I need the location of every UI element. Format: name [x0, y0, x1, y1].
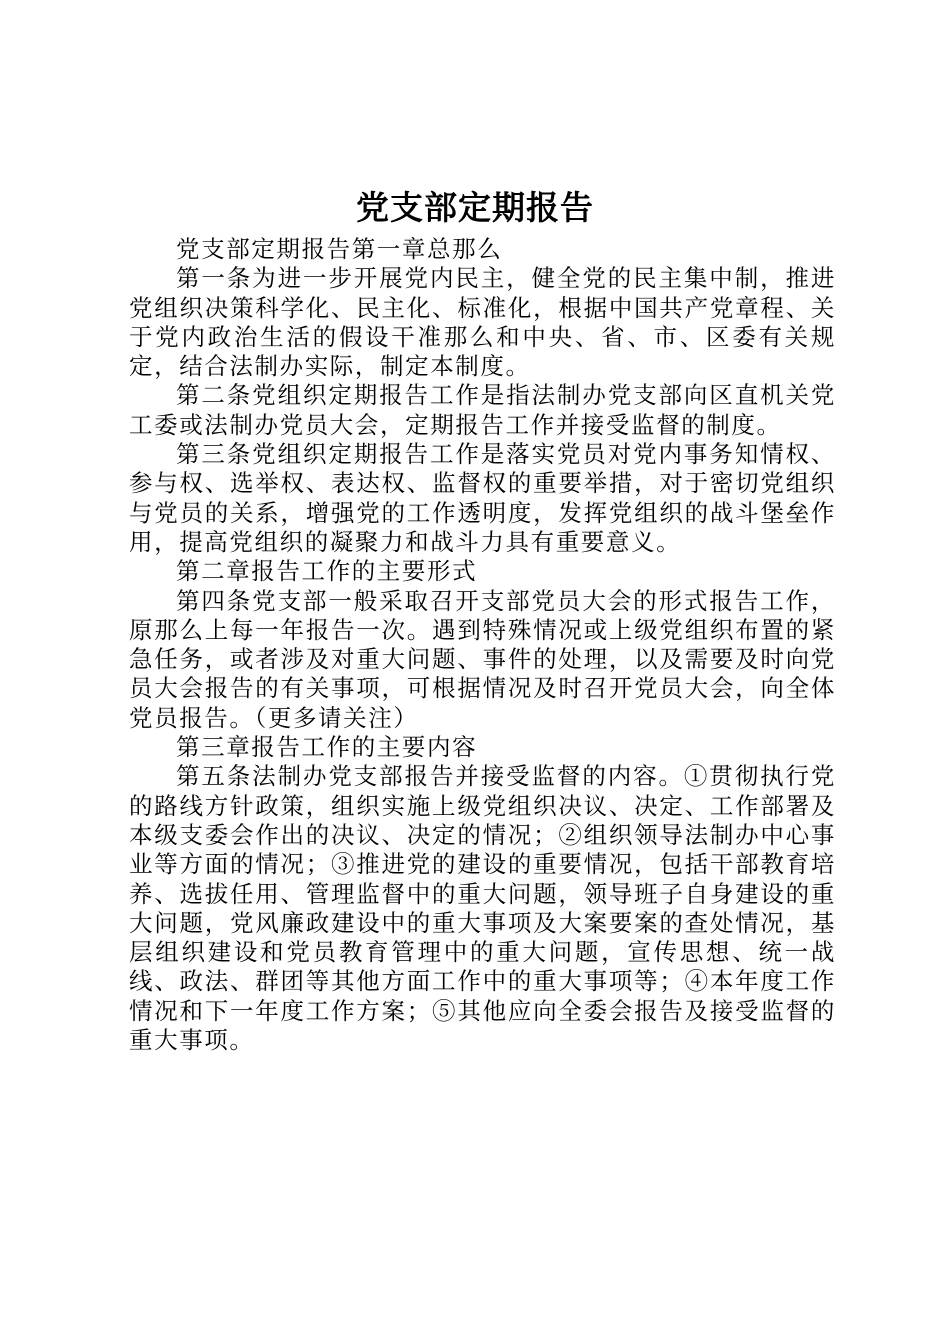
paragraph-article-3: 第三条党组织定期报告工作是落实党员对党内事务知情权、参与权、选举权、表达权、监督权的重要举措，对于密切党组织与党员的关系，增强党的工作透明度，发挥党组织的战斗堡垒作用，提高党组织的凝聚力和战斗力具有重要意义。: [129, 440, 836, 556]
paragraph-chapter-3-heading: 第三章报告工作的主要内容: [176, 733, 478, 762]
paragraph-article-2: 第二条党组织定期报告工作是指法制办党支部向区直机关党工委或法制办党员大会，定期报告工作并接受监督的制度。: [129, 381, 836, 439]
paragraph-article-1: 第一条为进一步开展党内民主，健全党的民主集中制，推进党组织决策科学化、民主化、标准化，根据中国共产党章程、关于党内政治生活的假设干准那么和中央、省、市、区委有关规定，结合法制办实际，制定本制度。: [129, 264, 836, 381]
paragraph-article-5: 第五条法制办党支部报告并接受监督的内容。①贯彻执行党的路线方针政策，组织实施上级党组织决议、决定、工作部署及本级支委会作出的决议、决定的情况；②组织领导法制办中心事业等方面的情况；③推进党的建设的重要情况，包括干部教育培养、选拔任用、管理监督中的重大问题，领导班子自身建设的重大问题，党风廉政建设中的重大事项及大案要案的查处情况，基层组织建设和党员教育管理中的重大问题，宣传思想、统一战线、政法、群团等其他方面工作中的重大事项等；④本年度工作情况和下一年度工作方案；⑤其他应向全委会报告及接受监督的重大事项。: [129, 762, 836, 1055]
document-title: 党支部定期报告: [356, 188, 594, 227]
paragraph-article-4: 第四条党支部一般采取召开支部党员大会的形式报告工作，原那么上每一年报告一次。遇到特殊情况或上级党组织布置的紧急任务，或者涉及对重大问题、事件的处理，以及需要及时向党员大会报告的有关事项，可根据情况及时召开党员大会，向全体党员报告。（更多请关注）: [129, 586, 836, 732]
paragraph-chapter-2-heading: 第二章报告工作的主要形式: [176, 557, 478, 586]
document-body: [129, 235, 836, 1055]
paragraph-chapter-1-heading: 党支部定期报告第一章总那么: [176, 235, 503, 263]
